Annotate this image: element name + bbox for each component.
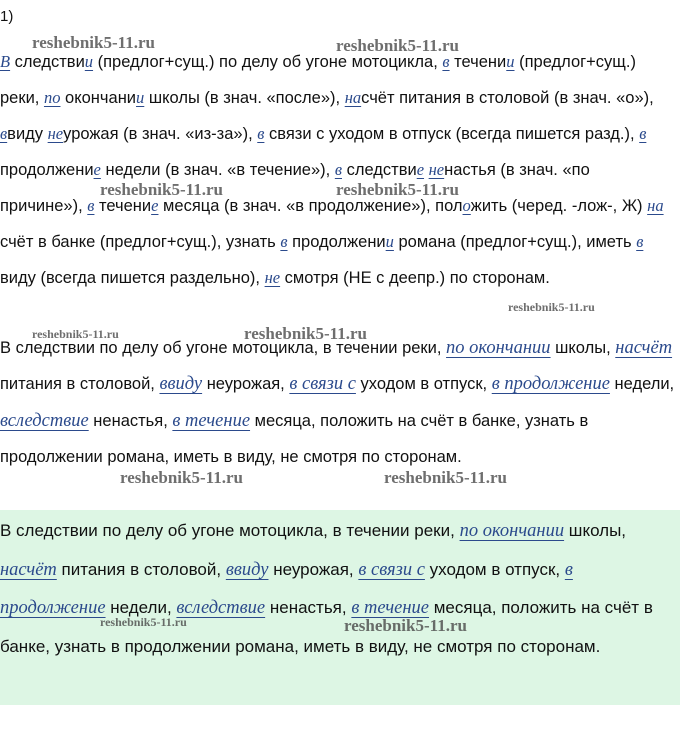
explanation-paragraph [0, 44, 676, 296]
letter-insert: в [257, 124, 265, 143]
highlighted-preposition: в связи с [289, 374, 356, 395]
letter-insert: В [0, 52, 11, 71]
letter-insert: о [462, 196, 471, 215]
letter-insert: на [344, 88, 362, 107]
watermark: reshebnik5-11.ru [100, 615, 187, 629]
text-fragment: смотря (НЕ с деепр.) по сторонам. [280, 269, 550, 287]
text-fragment: следстви [342, 161, 417, 179]
text-fragment: счёт в банке (предлог+сущ.), узнать [0, 233, 281, 251]
watermark: reshebnik5-11.ru [100, 180, 223, 199]
text-fragment: счёт питания в столовой (в знач. «о»), [361, 89, 654, 107]
watermark: reshebnik5-11.ru [32, 327, 119, 341]
letter-insert: е [151, 196, 159, 215]
text-fragment: недели (в знач. «в течение»), [100, 161, 335, 179]
highlighted-preposition: вследствие [0, 410, 89, 431]
highlighted-preposition: по окончании [446, 338, 551, 358]
letter-insert: в [87, 196, 95, 215]
text-fragment: месяца, положить на счёт в банке, узнать в продолжении романа, иметь в виду, не смотря по сторонам. [0, 598, 653, 656]
highlighted-preposition: насчёт [615, 338, 673, 358]
watermark: reshebnik5-11.ru [120, 468, 243, 487]
text-fragment: питания в столовой, [56, 559, 226, 579]
text-fragment: виду [7, 125, 48, 143]
task-number: 1) [0, 8, 14, 25]
watermark: reshebnik5-11.ru [336, 180, 459, 199]
letter-insert: в [639, 124, 647, 143]
highlighted-preposition: ввиду [159, 374, 203, 395]
text-fragment: романа (предлог+сущ.), иметь [393, 233, 637, 251]
text-fragment: ненастья, [265, 598, 352, 617]
letter-insert: не [264, 268, 281, 287]
rewritten-paragraph [0, 330, 676, 475]
text-fragment: продолжени [0, 161, 94, 179]
watermark: reshebnik5-11.ru [344, 616, 467, 635]
watermark: reshebnik5-11.ru [32, 33, 155, 52]
text-fragment: неурожая, [268, 559, 359, 579]
highlighted-preposition: в связи с [358, 559, 425, 580]
highlighted-preposition: ввиду [225, 559, 269, 580]
letter-insert: по [43, 88, 61, 107]
answer-paragraph [0, 512, 674, 666]
text-fragment: школы (в знач. «после»), [144, 89, 345, 107]
text-fragment: (предлог+сущ.) по делу об угоне мотоцикла, [93, 53, 443, 71]
letter-insert: в [636, 232, 644, 251]
highlighted-preposition: по окончании [459, 521, 565, 541]
highlighted-preposition: в течение [172, 410, 251, 431]
letter-insert: и [84, 52, 94, 71]
text-fragment: (предлог+сущ.) реки, [0, 53, 636, 107]
watermark: reshebnik5-11.ru [336, 36, 459, 55]
text-fragment: жить (черед. -лож-, Ж) [470, 197, 648, 215]
text-fragment: ненастья, [88, 411, 173, 430]
text-fragment: следстви [10, 53, 85, 71]
letter-insert: в [280, 232, 288, 251]
letter-insert: и [385, 232, 394, 251]
letter-insert: не [428, 160, 445, 179]
text-fragment: школы, [564, 521, 627, 540]
text-fragment: продолжени [287, 233, 386, 251]
highlighted-preposition: вследствие [176, 598, 266, 618]
letter-insert: в [442, 52, 450, 71]
text-fragment: уходом в отпуск, [424, 559, 565, 579]
highlighted-preposition: в продолжение [0, 559, 573, 618]
text-fragment: виду (всегда пишется раздельно), [0, 269, 265, 287]
watermark: reshebnik5-11.ru [384, 468, 507, 487]
text-fragment: месяца (в знач. «в продолжение»), пол [158, 197, 463, 215]
letter-insert: на [647, 196, 664, 215]
highlighted-preposition: в течение [351, 598, 430, 618]
text-fragment: недели, [609, 375, 675, 394]
watermark: reshebnik5-11.ru [508, 300, 595, 314]
text-fragment: неурожая, [202, 375, 290, 394]
text-fragment: окончани [60, 89, 137, 107]
letter-insert: е [93, 160, 101, 179]
highlighted-preposition: в продолжение [491, 374, 610, 395]
watermark: reshebnik5-11.ru [244, 324, 367, 343]
text-fragment: месяца, положить на счёт в банке, узнать в продолжении романа, иметь в виду, не смотря по сторонам. [0, 411, 589, 466]
letter-insert: е [416, 160, 425, 179]
text-fragment: школы, [550, 339, 616, 357]
highlighted-preposition: насчёт [0, 559, 57, 580]
text-fragment: течени [449, 53, 507, 71]
text-fragment: уходом в отпуск, [355, 375, 492, 394]
letter-insert: и [506, 52, 515, 71]
letter-insert: и [136, 88, 145, 107]
text-fragment: течени [94, 197, 152, 215]
text-fragment: связи с уходом в отпуск (всегда пишется разд.), [264, 125, 640, 143]
text-fragment: урожая (в знач. «из-за»), [63, 125, 258, 143]
text-fragment: недели, [105, 598, 177, 617]
letter-insert: в [0, 124, 8, 143]
letter-insert: в [334, 160, 342, 179]
text-fragment: настья (в знач. «по причине»), [0, 161, 590, 215]
text-fragment: В следствии по делу об угоне мотоцикла, в течении реки, [0, 339, 447, 357]
text-fragment: В следствии по делу об угоне мотоцикла, в течении реки, [0, 521, 460, 540]
text-fragment: питания в столовой, [0, 375, 160, 394]
letter-insert: не [47, 124, 64, 143]
